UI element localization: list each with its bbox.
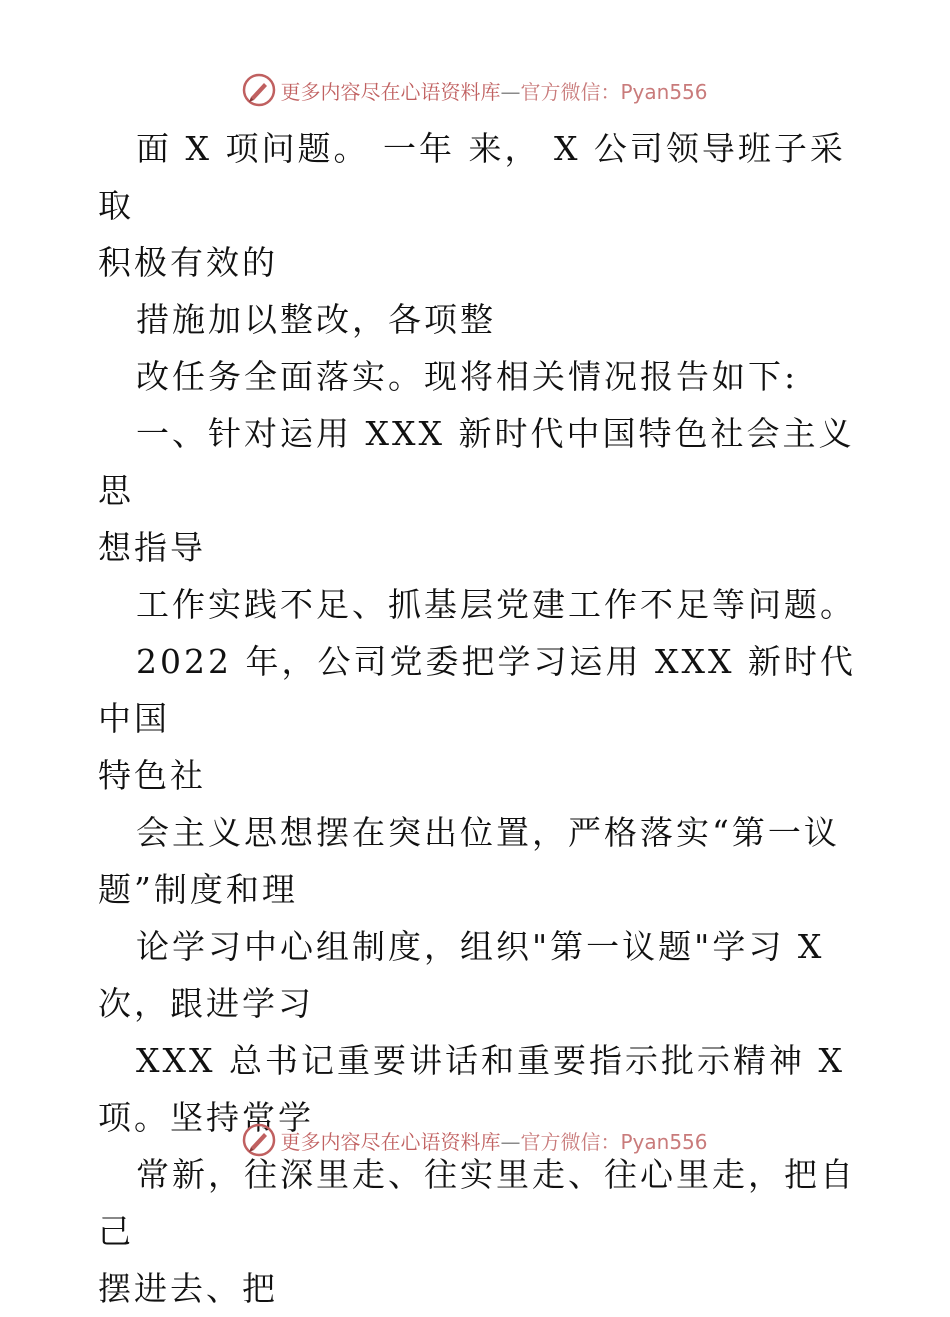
watermark-site: 更多内容尽在心语资料库 xyxy=(280,1129,501,1154)
paragraph: 改任务全面落实。现将相关情况报告如下: xyxy=(136,357,799,396)
watermark-label: 官方微信： xyxy=(520,1129,621,1154)
paragraph: 一、针对运用 XXX 新时代中国特色社会主义思 想指导 xyxy=(98,414,855,567)
watermark-header xyxy=(0,70,950,110)
paragraph: 面 X 项问题。 一年 来， X 公司领导班子采取 积极有效的 xyxy=(98,129,846,282)
watermark-separator: — xyxy=(500,1129,521,1154)
watermark-separator: — xyxy=(500,79,521,104)
watermark-text xyxy=(280,76,707,105)
pen-logo-icon xyxy=(242,1123,276,1157)
watermark-text xyxy=(280,1126,707,1155)
watermark-account: Pyan556 xyxy=(620,79,708,104)
paragraph: 措施加以整改，各项整 xyxy=(136,300,496,339)
watermark-account: Pyan556 xyxy=(620,1129,708,1154)
pen-logo-icon xyxy=(242,73,276,107)
watermark-label: 官方微信： xyxy=(520,79,621,104)
watermark-footer xyxy=(0,1120,950,1160)
paragraph: 会主义思想摆在突出位置，严格落实“第一议 题”制度和理 xyxy=(98,813,840,909)
paragraph: 常新，往深里走、往实里走、往心里走，把自己 摆进去、把 xyxy=(98,1155,856,1308)
paragraph: 论学习中心组制度，组织"第一议题"学习 X 次，跟进学习 xyxy=(98,927,825,1023)
watermark-site: 更多内容尽在心语资料库 xyxy=(280,79,501,104)
paragraph: 2022 年，公司党委把学习运用 XXX 新时代中国 特色社 xyxy=(98,642,856,795)
paragraph: XXX 总书记重要讲话和重要指示批示精神 X 项。坚持常学 xyxy=(98,1041,845,1137)
paragraph: 工作实践不足、抓基层党建工作不足等问题。 xyxy=(136,585,856,624)
